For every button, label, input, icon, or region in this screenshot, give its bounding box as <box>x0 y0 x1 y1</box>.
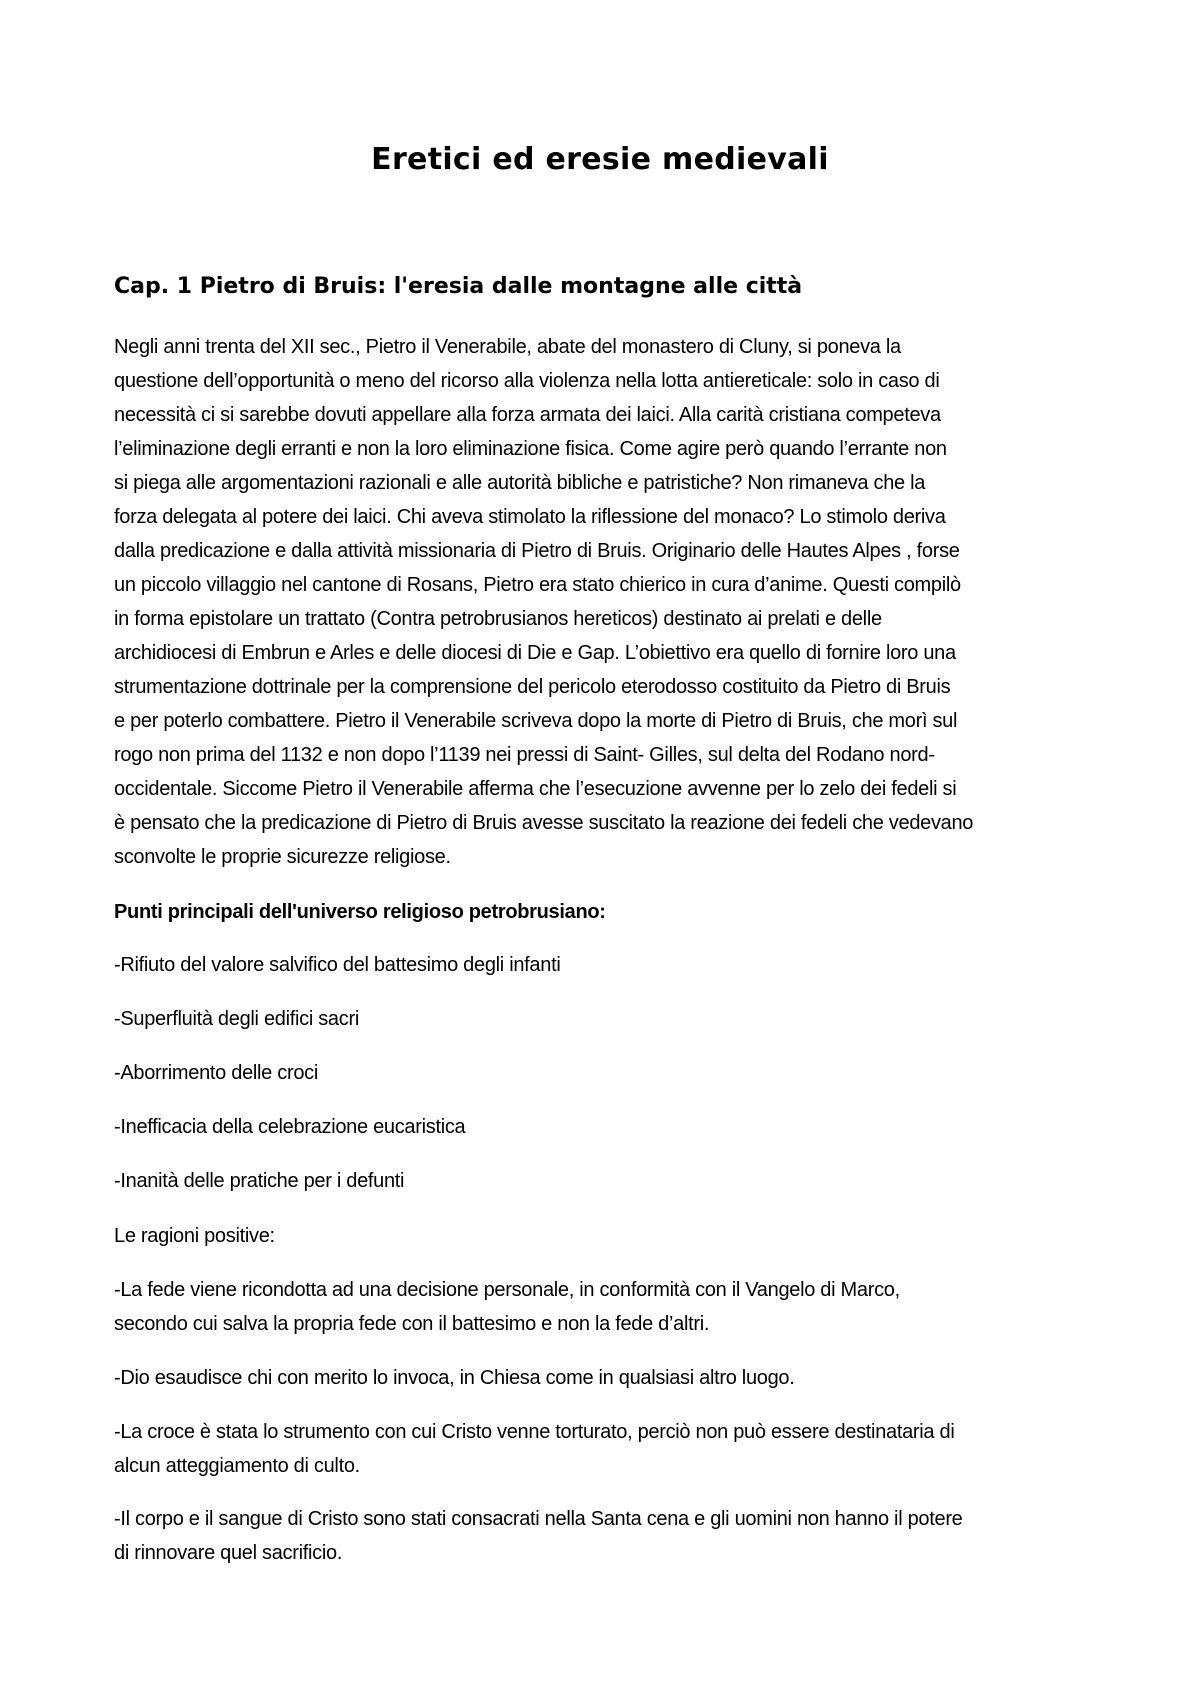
intro-line: l’eliminazione degli erranti e non la loro eliminazione fisica. Come agire però quando l’errante non <box>114 438 947 460</box>
intro-paragraph <box>114 330 1089 874</box>
reason-item <box>114 1415 1089 1483</box>
reasons-heading: Le ragioni positive: <box>114 1225 275 1247</box>
point-item: -Aborrimento delle croci <box>114 1062 318 1084</box>
reason-line: -La fede viene ricondotta ad una decisione personale, in conformità con il Vangelo di Marco, <box>114 1279 900 1301</box>
reason-line: -Il corpo e il sangue di Cristo sono stati consacrati nella Santa cena e gli uomini non hanno il potere <box>114 1508 963 1530</box>
intro-line: si piega alle argomentazioni razionali e alle autorità bibliche e patristiche? Non rimaneva che la <box>114 472 926 494</box>
intro-line: dalla predicazione e dalla attività missionaria di Pietro di Bruis. Originario delle Hautes Alpes , forse <box>114 540 960 562</box>
intro-line: occidentale. Siccome Pietro il Venerabile afferma che l’esecuzione avvenne per lo zelo dei fedeli si <box>114 778 957 800</box>
intro-line: archidiocesi di Embrun e Arles e delle diocesi di Die e Gap. L’obiettivo era quello di fornire loro una <box>114 642 956 664</box>
point-item: -Inefficacia della celebrazione eucaristica <box>114 1116 466 1138</box>
reason-item <box>114 1502 1089 1570</box>
point-item: -Inanità delle pratiche per i defunti <box>114 1170 405 1192</box>
points-heading: Punti principali dell'universo religioso petrobrusiano: <box>114 901 606 923</box>
intro-line: questione dell’opportunità o meno del ricorso alla violenza nella lotta antiereticale: solo in caso di <box>114 370 940 392</box>
chapter-heading: Cap. 1 Pietro di Bruis: l'eresia dalle montagne alle città <box>114 274 803 299</box>
reason-item <box>114 1361 1089 1395</box>
intro-line: strumentazione dottrinale per la comprensione del pericolo eterodosso costituito da Pietro di Bruis <box>114 676 951 698</box>
point-item: -Superfluità degli edifici sacri <box>114 1008 359 1030</box>
intro-line: è pensato che la predicazione di Pietro di Bruis avesse suscitato la reazione dei fedeli che vedevano <box>114 812 974 834</box>
intro-line: necessità ci si sarebbe dovuti appellare alla forza armata dei laici. Alla carità cristiana competeva <box>114 404 941 426</box>
intro-line: sconvolte le proprie sicurezze religiose. <box>114 846 451 868</box>
reason-item <box>114 1273 1089 1341</box>
reason-line: -La croce è stata lo strumento con cui Cristo venne torturato, perciò non può essere destinataria di <box>114 1421 955 1443</box>
reason-line: secondo cui salva la propria fede con il battesimo e non la fede d’altri. <box>114 1313 710 1335</box>
reason-line: alcun atteggiamento di culto. <box>114 1455 360 1477</box>
intro-line: un piccolo villaggio nel cantone di Rosans, Pietro era stato chierico in cura d’anime. Questi compilò <box>114 574 961 596</box>
document-title: Eretici ed eresie medievali <box>371 142 829 177</box>
point-item: -Rifiuto del valore salvifico del battesimo degli infanti <box>114 954 561 976</box>
intro-line: Negli anni trenta del XII sec., Pietro il Venerabile, abate del monastero di Cluny, si poneva la <box>114 336 901 358</box>
intro-line: rogo non prima del 1132 e non dopo l’1139 nei pressi di Saint- Gilles, sul delta del Rodano nord- <box>114 744 935 766</box>
intro-line: forza delegata al potere dei laici. Chi aveva stimolato la riflessione del monaco? Lo stimolo deriva <box>114 506 946 528</box>
intro-line: in forma epistolare un trattato (Contra petrobrusianos hereticos) destinato ai prelati e delle <box>114 608 882 630</box>
reason-line: -Dio esaudisce chi con merito lo invoca, in Chiesa come in qualsiasi altro luogo. <box>114 1367 795 1389</box>
reason-line: di rinnovare quel sacrificio. <box>114 1542 343 1564</box>
intro-line: e per poterlo combattere. Pietro il Venerabile scriveva dopo la morte di Pietro di Bruis, che morì sul <box>114 710 958 732</box>
